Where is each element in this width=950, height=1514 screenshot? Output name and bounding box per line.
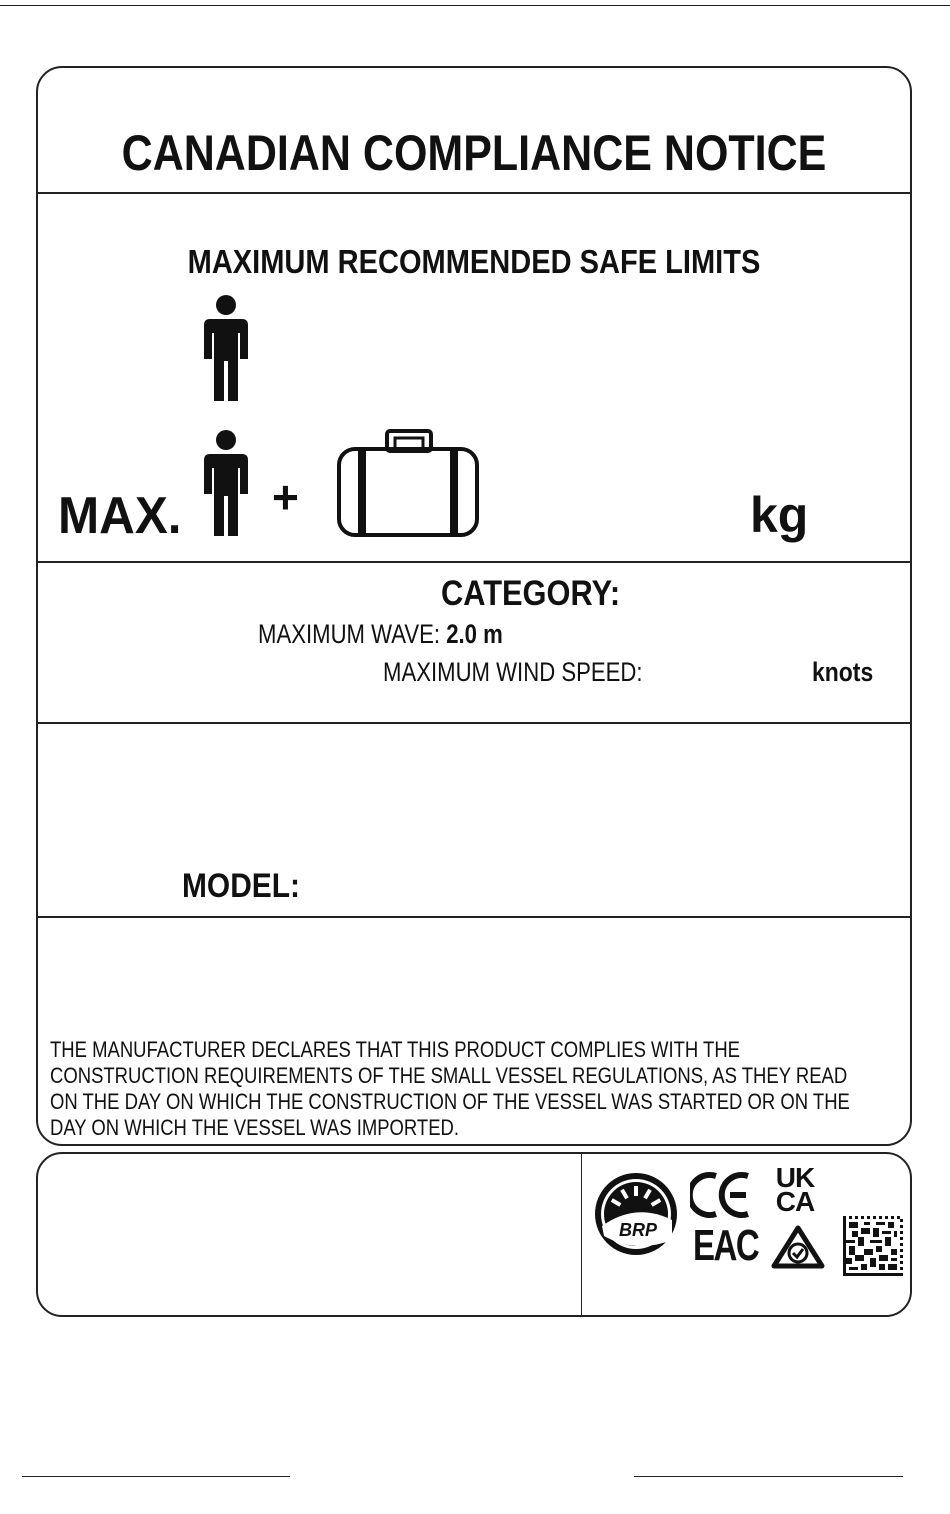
declaration-line: ON THE DAY ON WHICH THE CONSTRUCTION OF THE VESSEL WAS STARTED OR ON THE [50, 1089, 850, 1114]
ukca-mark-icon [769, 1162, 821, 1217]
notice-title: CANADIAN COMPLIANCE NOTICE [121, 125, 827, 181]
weight-unit: kg [750, 487, 809, 543]
rcm-mark-icon [770, 1224, 826, 1270]
ce-mark-icon [690, 1170, 754, 1220]
divider [36, 722, 912, 724]
person-icon [202, 430, 250, 538]
data-matrix-code-icon [843, 1216, 903, 1276]
signature-line-left [22, 1476, 290, 1477]
declaration-line: DAY ON WHICH THE VESSEL WAS IMPORTED. [50, 1115, 460, 1140]
ukca-bottom: CA [775, 1186, 815, 1217]
divider [36, 561, 912, 563]
declaration-text [50, 1037, 882, 1141]
brp-logo-icon [592, 1170, 680, 1258]
plus-sign: + [272, 471, 299, 523]
model-label: MODEL: [182, 867, 301, 905]
divider [36, 192, 912, 194]
category-label: CATEGORY: [441, 574, 621, 613]
max-wave-value: 2.0 m [446, 619, 503, 649]
declaration-line: THE MANUFACTURER DECLARES THAT THIS PRODUCT COMPLIES WITH THE [50, 1037, 741, 1062]
max-label: MAX. [58, 487, 182, 545]
declaration-line: CONSTRUCTION REQUIREMENTS OF THE SMALL VESSEL REGULATIONS, AS THEY READ [50, 1063, 848, 1088]
max-wind-label: MAXIMUM WIND SPEED: [383, 657, 643, 687]
marks-divider [581, 1152, 582, 1317]
safe-limits-heading: MAXIMUM RECOMMENDED SAFE LIMITS [187, 243, 761, 280]
person-icon [202, 295, 250, 403]
divider [36, 916, 912, 918]
max-wave-row [258, 619, 503, 650]
brp-logo-text: BRP [618, 1220, 658, 1240]
max-wave-label: MAXIMUM WAVE: [258, 619, 441, 649]
wind-unit: knots [812, 657, 874, 687]
eac-mark-icon: EAC [693, 1221, 759, 1270]
ukca-top: UK [775, 1162, 815, 1193]
top-rule [0, 5, 950, 6]
signature-line-right [634, 1476, 903, 1477]
luggage-icon [336, 428, 480, 540]
